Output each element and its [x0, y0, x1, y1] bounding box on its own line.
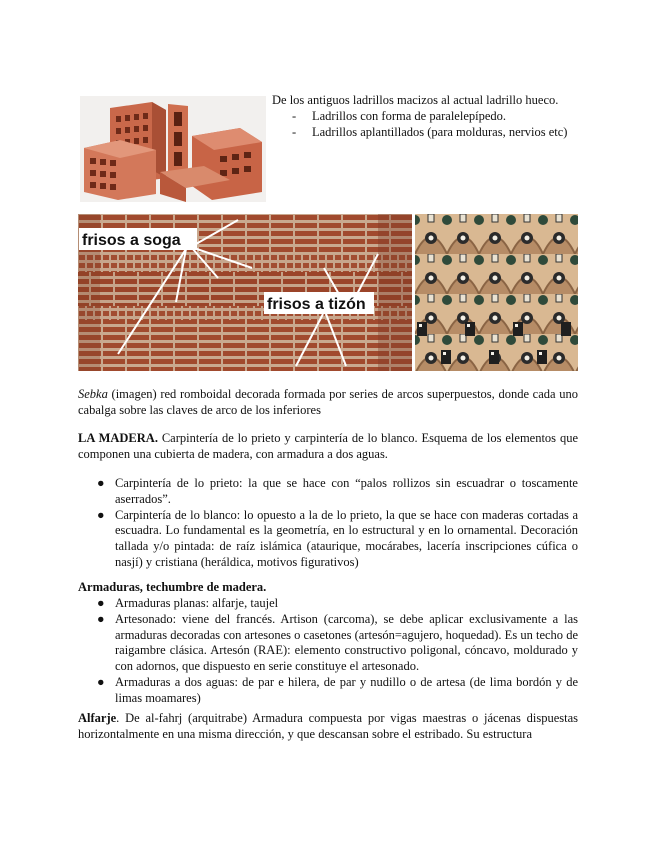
brick-friezes-photo	[78, 214, 412, 371]
alfarje-term: Alfarje	[78, 711, 117, 725]
bullet-marker: ●	[97, 674, 105, 689]
sebka-text: (imagen) red romboidal decorada formada por series de arcos superpuestos, donde cada uno cabalga sobre las claves de arco de los inferiores	[78, 387, 578, 417]
alfarje-paragraph	[78, 711, 578, 743]
list-item-text: Armaduras a dos aguas: de par e hilera, de par y nudillo o de artesa (de lima bordón y de limas moamares)	[115, 674, 578, 705]
armaduras-list	[78, 596, 578, 707]
intro-item-text: Ladrillos con forma de paralelepípedo.	[312, 109, 507, 123]
madera-paragraph	[78, 431, 578, 463]
frisos-soga-label: frisos a soga	[82, 232, 181, 249]
sebka-paragraph	[78, 387, 578, 419]
list-item	[78, 508, 578, 571]
carpinteria-list	[78, 476, 578, 571]
dash-marker: -	[292, 109, 297, 123]
list-item-text: Carpintería de lo blanco: lo opuesto a la de lo prieto, la que se hace con maderas cortadas a escuadra. Lo fundamental es la geometría, en lo estructural y en lo ornamental. Decoración tallada y/o pintada: de raíz islámica (ataurique, mocárabes, lacería inscripciones cúfica o nasjí) y cristiana (heráldica, motivos figurativos)	[115, 507, 578, 569]
armaduras-heading: Armaduras, techumbre de madera.	[78, 580, 267, 594]
intro-item	[272, 124, 602, 140]
madera-heading: LA MADERA.	[78, 431, 158, 445]
list-item	[78, 612, 578, 675]
list-item	[78, 596, 578, 612]
bullet-marker: ●	[97, 611, 105, 626]
bullet-marker: ●	[97, 476, 105, 490]
hollow-bricks-photo	[80, 96, 266, 202]
alfarje-text: . De al-fahrj (arquitrabe) Armadura compuesta por vigas maestras o jácenas dispuestas horizontalmente en una misma dirección, y que descansan sobre el estribado. Su estructura	[78, 711, 578, 741]
dash-marker: -	[292, 125, 297, 139]
madera-text: Carpintería de lo prieto y carpintería de lo blanco. Esquema de los elementos que componen una cubierta de madera, con armadura a dos aguas.	[78, 431, 578, 461]
bullet-marker: ●	[97, 596, 105, 610]
sebka-tile-photo	[415, 214, 578, 371]
intro-item-text: Ladrillos aplantillados (para molduras, nervios etc)	[312, 125, 568, 139]
list-item	[78, 476, 578, 508]
intro-item	[272, 108, 602, 124]
list-item-text: Carpintería de lo prieto: la que se hace con “palos rollizos sin escuadrar o toscamente aserrados”.	[115, 476, 578, 506]
list-item-text: Artesonado: viene del francés. Artison (carcoma), se debe aplicar exclusivamente a las armaduras decoradas con artesones o casetones (artesón=agujero, hoquedad). Es un techo de raigambre clásica. Artesón (RAE): elemento constructivo poligonal, cóncavo, moldurado y con adornos, que dispuesto en serie constituye el artesonado.	[115, 611, 578, 674]
bullet-marker: ●	[97, 507, 105, 522]
list-item	[78, 675, 578, 707]
intro-block	[272, 92, 602, 140]
list-item-text: Armaduras planas: alfarje, taujel	[115, 596, 279, 610]
frisos-tizon-label: frisos a tizón	[267, 296, 366, 313]
sebka-term: Sebka	[78, 387, 108, 401]
intro-line: De los antiguos ladrillos macizos al actual ladrillo hueco.	[272, 93, 559, 107]
